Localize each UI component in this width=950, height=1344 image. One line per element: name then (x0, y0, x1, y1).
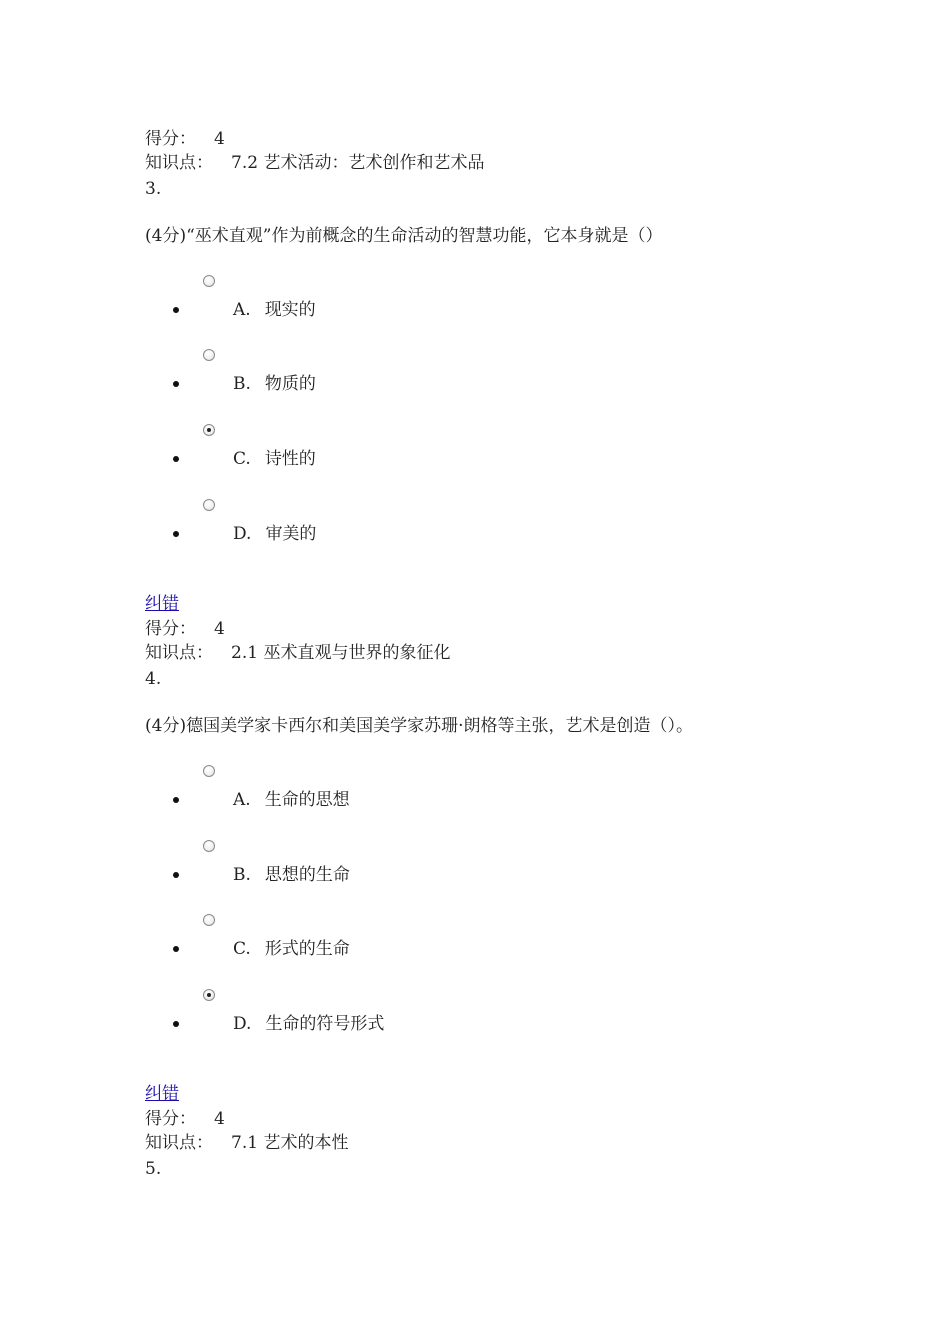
question-number: 3. (145, 179, 162, 199)
option-label (233, 938, 350, 960)
bullet-icon (173, 1021, 179, 1027)
question-text: (4分)德国美学家卡西尔和美国美学家苏珊·朗格等主张，艺术是创造（）。 (145, 716, 693, 736)
option-letter: C. (233, 449, 251, 469)
score-row (145, 1108, 225, 1130)
radio-button[interactable] (203, 499, 215, 511)
option-label (233, 373, 316, 395)
bullet-icon (173, 946, 179, 952)
option-label (233, 789, 350, 811)
score-row (145, 618, 225, 640)
option-label (233, 1013, 384, 1035)
option-label (233, 864, 350, 886)
score-label: 得分： (145, 619, 196, 639)
answer-option-b[interactable] (0, 837, 950, 885)
option-text: 形式的生命 (264, 939, 350, 959)
option-text: 生命的思想 (264, 790, 350, 810)
option-text: 生命的符号形式 (265, 1014, 385, 1034)
report-error-link[interactable]: 纠错 (145, 1084, 179, 1104)
score-label: 得分： (145, 1109, 196, 1129)
report-error-link[interactable]: 纠错 (145, 594, 179, 614)
knowledge-label: 知识点： (145, 1133, 213, 1153)
score-value: 4 (214, 129, 225, 149)
option-letter: D. (233, 524, 252, 544)
radio-button[interactable] (203, 349, 215, 361)
question-number: 5. (145, 1159, 162, 1179)
question-number: 4. (145, 669, 162, 689)
option-letter: A. (233, 790, 251, 810)
option-text: 诗性的 (264, 449, 316, 469)
bullet-icon (173, 456, 179, 462)
knowledge-value: 7.1 艺术的本性 (231, 1133, 349, 1153)
knowledge-row (145, 642, 450, 664)
bullet-icon (173, 381, 179, 387)
answer-option-c[interactable] (0, 421, 950, 469)
bullet-icon (173, 531, 179, 537)
knowledge-row (145, 1132, 348, 1154)
radio-button[interactable] (203, 840, 215, 852)
option-text: 现实的 (264, 300, 316, 320)
score-value: 4 (214, 1109, 225, 1129)
radio-button-selected[interactable] (203, 424, 215, 436)
radio-button[interactable] (203, 765, 215, 777)
score-row (145, 128, 225, 150)
bullet-icon (173, 797, 179, 803)
answer-option-a[interactable] (0, 272, 950, 320)
knowledge-value: 7.2 艺术活动：艺术创作和艺术品 (231, 153, 485, 173)
bullet-icon (173, 307, 179, 313)
option-letter: B. (233, 374, 251, 394)
radio-button[interactable] (203, 275, 215, 287)
report-error-link-row (145, 593, 179, 615)
answer-option-c[interactable] (0, 911, 950, 959)
knowledge-row (145, 152, 484, 174)
option-text: 物质的 (264, 374, 316, 394)
option-letter: C. (233, 939, 251, 959)
report-error-link-row (145, 1083, 179, 1105)
radio-button[interactable] (203, 914, 215, 926)
option-letter: A. (233, 300, 251, 320)
radio-button-selected[interactable] (203, 989, 215, 1001)
option-label (233, 523, 316, 545)
knowledge-value: 2.1 巫术直观与世界的象征化 (231, 643, 451, 663)
question-text: (4分)“巫术直观”作为前概念的生命活动的智慧功能，它本身就是（） (145, 226, 663, 246)
answer-option-d[interactable] (0, 496, 950, 544)
option-text: 审美的 (265, 524, 317, 544)
option-letter: D. (233, 1014, 252, 1034)
option-text: 思想的生命 (264, 865, 350, 885)
knowledge-label: 知识点： (145, 153, 213, 173)
answer-option-d[interactable] (0, 986, 950, 1034)
answer-option-b[interactable] (0, 346, 950, 394)
option-label (233, 448, 316, 470)
option-label (233, 299, 316, 321)
score-value: 4 (214, 619, 225, 639)
answer-option-a[interactable] (0, 762, 950, 810)
score-label: 得分： (145, 129, 196, 149)
option-letter: B. (233, 865, 251, 885)
bullet-icon (173, 872, 179, 878)
knowledge-label: 知识点： (145, 643, 213, 663)
